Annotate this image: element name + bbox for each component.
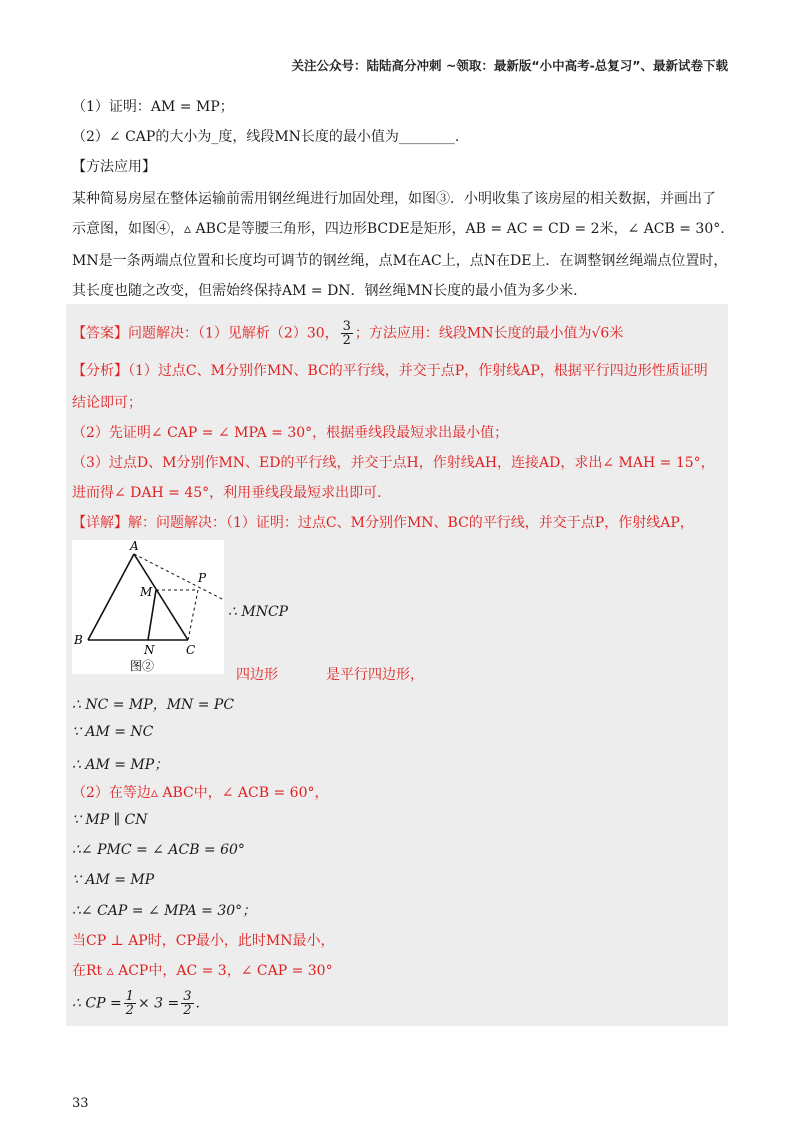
answer-fraction — [341, 320, 353, 347]
figure-2 — [72, 540, 224, 674]
page-number: 33 — [72, 1096, 89, 1111]
answer-label: 【答案】 — [72, 325, 128, 342]
frac-2-num: 3 — [183, 989, 192, 1004]
frac-1-num: 1 — [125, 989, 134, 1004]
detail-step-11-frac-2 — [181, 990, 193, 1017]
detail-label: 【详解】 — [72, 515, 128, 531]
label-n: N — [144, 643, 155, 657]
detail-step-11-a: ∴ CP = — [72, 995, 122, 1012]
analysis-line-2: 结论即可； — [72, 395, 142, 411]
detail-line-1 — [72, 512, 694, 532]
detail-step-5: ∵ MP ∥ CN — [72, 812, 148, 828]
segment-ab — [88, 554, 134, 640]
label-m: M — [140, 585, 153, 599]
frac-2-den: 2 — [183, 1003, 192, 1018]
detail-step-3: ∴ AM = MP； — [72, 757, 169, 773]
label-a: A — [130, 540, 139, 553]
therefore-mncp: ∴ MNCP — [228, 604, 289, 620]
analysis-line-4: （3）过点D、M分别作MN、ED的平行线，并交于点H，作射线AH，连接AD，求出∠ MAH = 15°， — [72, 455, 715, 471]
method-paragraph-line-2: 示意图，如图④，▵ ABC是等腰三角形，四边形BCDE是矩形，AB = AC = CD = 2米，∠ ACB = 30°. — [72, 221, 725, 237]
segment-pc — [188, 590, 198, 640]
analysis-label: 【分析】 — [72, 363, 128, 379]
answer-fraction-den: 2 — [342, 333, 351, 348]
detail-step-10: 在Rt ▵ ACP中，AC = 3，∠ CAP = 30° — [72, 963, 333, 979]
answer-line — [72, 320, 623, 347]
label-b: B — [74, 633, 83, 647]
detail-step-7: ∵ AM = MP — [72, 872, 155, 888]
quad-label-a: 四边形 — [236, 667, 278, 683]
question-part-1: （1）证明：AM = MP； — [72, 99, 234, 115]
answer-text-b: ；方法应用：线段MN长度的最小值为√6米 — [354, 325, 624, 342]
answer-text-a: 问题解决：（1）见解析（2）30， — [128, 325, 339, 342]
label-c: C — [186, 643, 196, 657]
detail-step-11-c: . — [195, 995, 200, 1012]
detail-step-2: ∵ AM = NC — [72, 724, 154, 740]
detail-step-8: ∴∠ CAP = ∠ MPA = 30°； — [72, 903, 257, 919]
method-paragraph-line-3: MN是一条两端点位置和长度均可调节的钢丝绳，点M在AC上，点N在DE上．在调整钢丝绳端点位置时， — [72, 253, 728, 269]
page-header: 关注公众号：陆陆高分冲刺 ~领取：最新版“小中高考-总复习”、最新试卷下载 — [291, 58, 728, 73]
detail-step-11-frac-1 — [124, 990, 136, 1017]
geometry-figure-svg — [72, 540, 224, 674]
frac-1-den: 2 — [125, 1003, 134, 1018]
analysis-text-1: （1）过点C、M分别作MN、BC的平行线，并交于点P，作射线AP，根据平行四边形性质证明 — [128, 363, 708, 379]
quad-label-b: 是平行四边形， — [326, 667, 424, 683]
detail-step-1: ∴ NC = MP，MN = PC — [72, 697, 235, 713]
detail-step-6: ∴∠ PMC = ∠ ACB = 60° — [72, 842, 245, 858]
analysis-line-5: 进而得∠ DAH = 45°，利用垂线段最短求出即可. — [72, 485, 382, 501]
detail-step-4: （2）在等边▵ ABC中，∠ ACB = 60°， — [72, 785, 329, 801]
detail-step-11 — [72, 990, 200, 1017]
detail-text-1: 解：问题解决：（1）证明：过点C、M分别作MN、BC的平行线，并交于点P，作射线AP， — [128, 515, 694, 531]
method-paragraph-line-1: 某种简易房屋在整体运输前需用钢丝绳进行加固处理，如图③．小明收集了该房屋的相关数据，并画出了 — [72, 191, 716, 207]
label-p: P — [198, 571, 207, 585]
method-paragraph-line-4: 其长度也随之改变，但需始终保持AM = DN．钢丝绳MN长度的最小值为多少米. — [72, 283, 578, 299]
analysis-line-3: （2）先证明∠ CAP = ∠ MPA = 30°，根据垂线段最短求出最小值； — [72, 425, 509, 441]
analysis-line-1 — [72, 360, 708, 380]
answer-fraction-num: 3 — [342, 319, 351, 334]
method-title: 【方法应用】 — [72, 159, 156, 175]
detail-step-11-b: × 3 = — [137, 995, 180, 1012]
detail-step-9: 当CP ⊥ AP时，CP最小，此时MN最小， — [72, 933, 335, 949]
question-part-2: （2）∠ CAP的大小为_度，线段MN长度的最小值为________. — [72, 129, 460, 145]
figure-caption: 图② — [130, 659, 155, 673]
